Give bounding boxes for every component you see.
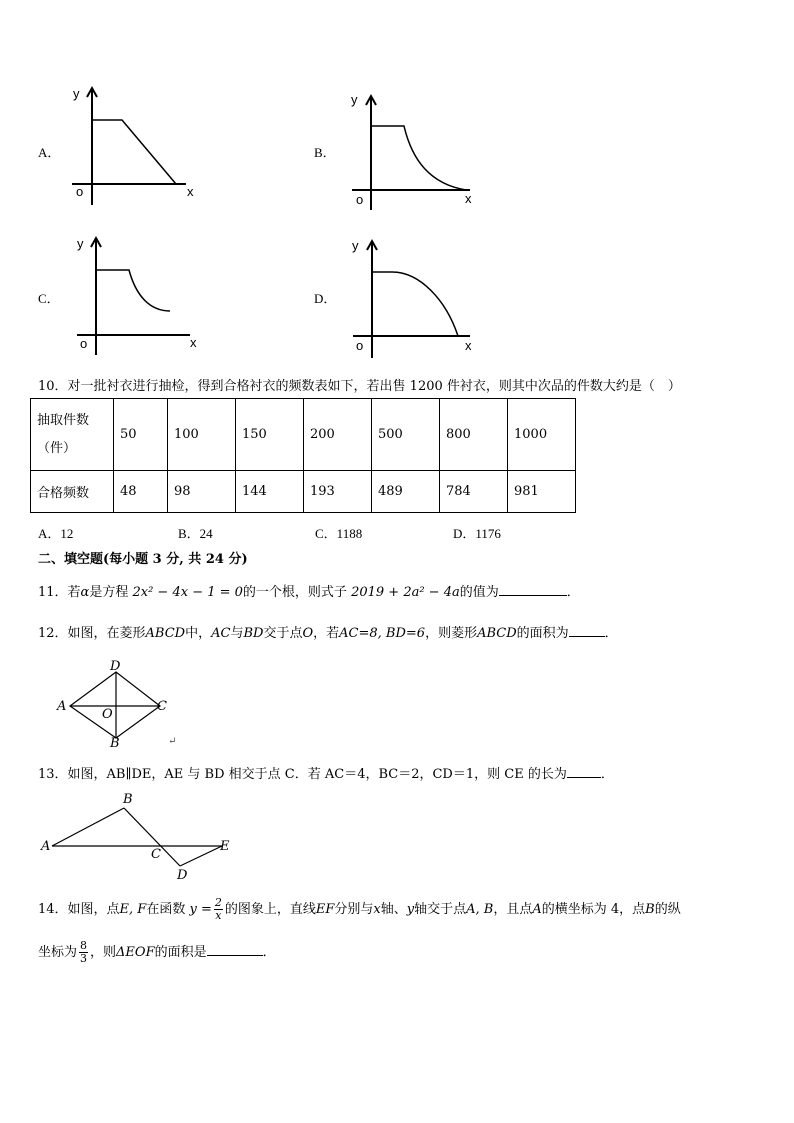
graph-b-y-label: y bbox=[351, 92, 358, 107]
graph-b-x-label: x bbox=[465, 191, 472, 206]
point-b-label: B bbox=[123, 792, 133, 807]
graph-a-axes bbox=[72, 88, 186, 205]
option-b-label: B． bbox=[314, 145, 336, 160]
table-cell: 144 bbox=[236, 471, 304, 513]
answer-blank bbox=[567, 765, 601, 778]
q13-text: 13．如图，AB∥DE，AE 与 BD 相交于点 C．若 AC＝4，BC＝2，CD＝1，则 CE 的长为 ． bbox=[38, 767, 614, 782]
return-mark: ↵ bbox=[168, 736, 177, 747]
q14-line1: 14．如图，点E, F在函数 y = $\frac{2}{x}$ 的图象上，直线EF分别与x轴、y轴交于点A, B，且点A的横坐标为 4，点B的纵 bbox=[38, 896, 681, 922]
table-cell: 50 bbox=[114, 399, 168, 471]
section-title: 二、填空题(每小题 3 分, 共 24 分) bbox=[38, 552, 248, 567]
coordinate-fraction: $\frac{8}{3}$ bbox=[80, 939, 88, 965]
graph-c-curve bbox=[96, 270, 170, 311]
frequency-table bbox=[30, 398, 576, 513]
graph-d-curve bbox=[372, 272, 458, 336]
point-d-label: D bbox=[110, 659, 121, 674]
table-cell: 150 bbox=[236, 399, 304, 471]
table-cell: 193 bbox=[304, 471, 372, 513]
table-cell: 489 bbox=[372, 471, 440, 513]
q14-line2: 坐标为 $\frac{8}{3}$ ，则ΔEOF的面积是 ． bbox=[38, 939, 276, 965]
function-fraction: $\frac{2}{x}$ bbox=[214, 896, 222, 922]
table-cell: 784 bbox=[440, 471, 508, 513]
graph-a-origin: o bbox=[76, 184, 84, 199]
point-e-label: E bbox=[220, 839, 230, 854]
point-c-label: C bbox=[151, 847, 161, 862]
answer-blank bbox=[499, 583, 567, 596]
q12-text: 12．如图，在菱形ABCD中，AC与BD交于点O，若AC=8, BD=6，则菱形ABCD的面积为 ． bbox=[38, 626, 618, 641]
table-header-cell: 合格频数 bbox=[31, 471, 114, 513]
table-row bbox=[31, 399, 576, 471]
option-d-label: D． bbox=[314, 291, 337, 306]
graph-b-axes bbox=[352, 96, 470, 210]
graph-a-curve bbox=[92, 120, 176, 184]
q10-option-d: D．1176 bbox=[453, 526, 501, 541]
graph-c-origin: o bbox=[80, 336, 88, 351]
graph-a-y-label: y bbox=[73, 86, 80, 101]
table-row bbox=[31, 471, 576, 513]
table-cell: 98 bbox=[168, 471, 236, 513]
graph-c-axes bbox=[77, 238, 190, 355]
q10-text: 10．对一批衬衣进行抽检，得到合格衬衣的频数表如下，若出售 1200 件衬衣，则其中次品的件数大约是（ ） bbox=[38, 379, 681, 394]
q11-expression: 2019 + 2a² − 4a bbox=[351, 585, 460, 600]
point-d-label: D bbox=[177, 868, 188, 883]
q10-option-b: B．24 bbox=[178, 526, 213, 541]
q11-text: 11．若α是方程 2x² − 4x − 1 = 0的一个根，则式子 2019 + 2a² − 4a的值为 ． bbox=[38, 585, 580, 600]
graph-d-origin: o bbox=[356, 338, 364, 353]
q11-equation: 2x² − 4x − 1 = 0 bbox=[132, 585, 243, 600]
point-o-label: O bbox=[102, 707, 113, 722]
table-cell: 1000 bbox=[508, 399, 576, 471]
option-a-label: A． bbox=[38, 145, 61, 160]
graph-b-curve bbox=[371, 126, 466, 190]
answer-blank bbox=[569, 624, 605, 637]
answer-blank bbox=[207, 943, 263, 956]
table-cell: 200 bbox=[304, 399, 372, 471]
table-cell: 100 bbox=[168, 399, 236, 471]
table-cell: 48 bbox=[114, 471, 168, 513]
point-a-label: A bbox=[57, 699, 67, 714]
table-cell: 800 bbox=[440, 399, 508, 471]
option-c-label: C． bbox=[38, 291, 60, 306]
q10-option-c: C．1188 bbox=[315, 526, 363, 541]
graph-d-x-label: x bbox=[465, 338, 472, 353]
graph-d-axes bbox=[353, 241, 470, 358]
q10-option-a: A．12 bbox=[38, 526, 74, 541]
point-c-label: C bbox=[157, 699, 167, 714]
table-cell: 981 bbox=[508, 471, 576, 513]
graph-b-origin: o bbox=[356, 192, 364, 207]
graph-d-y-label: y bbox=[352, 238, 359, 253]
table-header-cell: 抽取件数 （件） bbox=[31, 399, 114, 471]
point-b-label: B bbox=[110, 736, 120, 751]
parallel-lines-figure bbox=[0, 0, 1, 1]
graph-c-x-label: x bbox=[190, 335, 197, 350]
graph-c-y-label: y bbox=[77, 236, 84, 251]
point-a-label: A bbox=[41, 839, 51, 854]
table-cell: 500 bbox=[372, 399, 440, 471]
graph-a-x-label: x bbox=[187, 184, 194, 199]
